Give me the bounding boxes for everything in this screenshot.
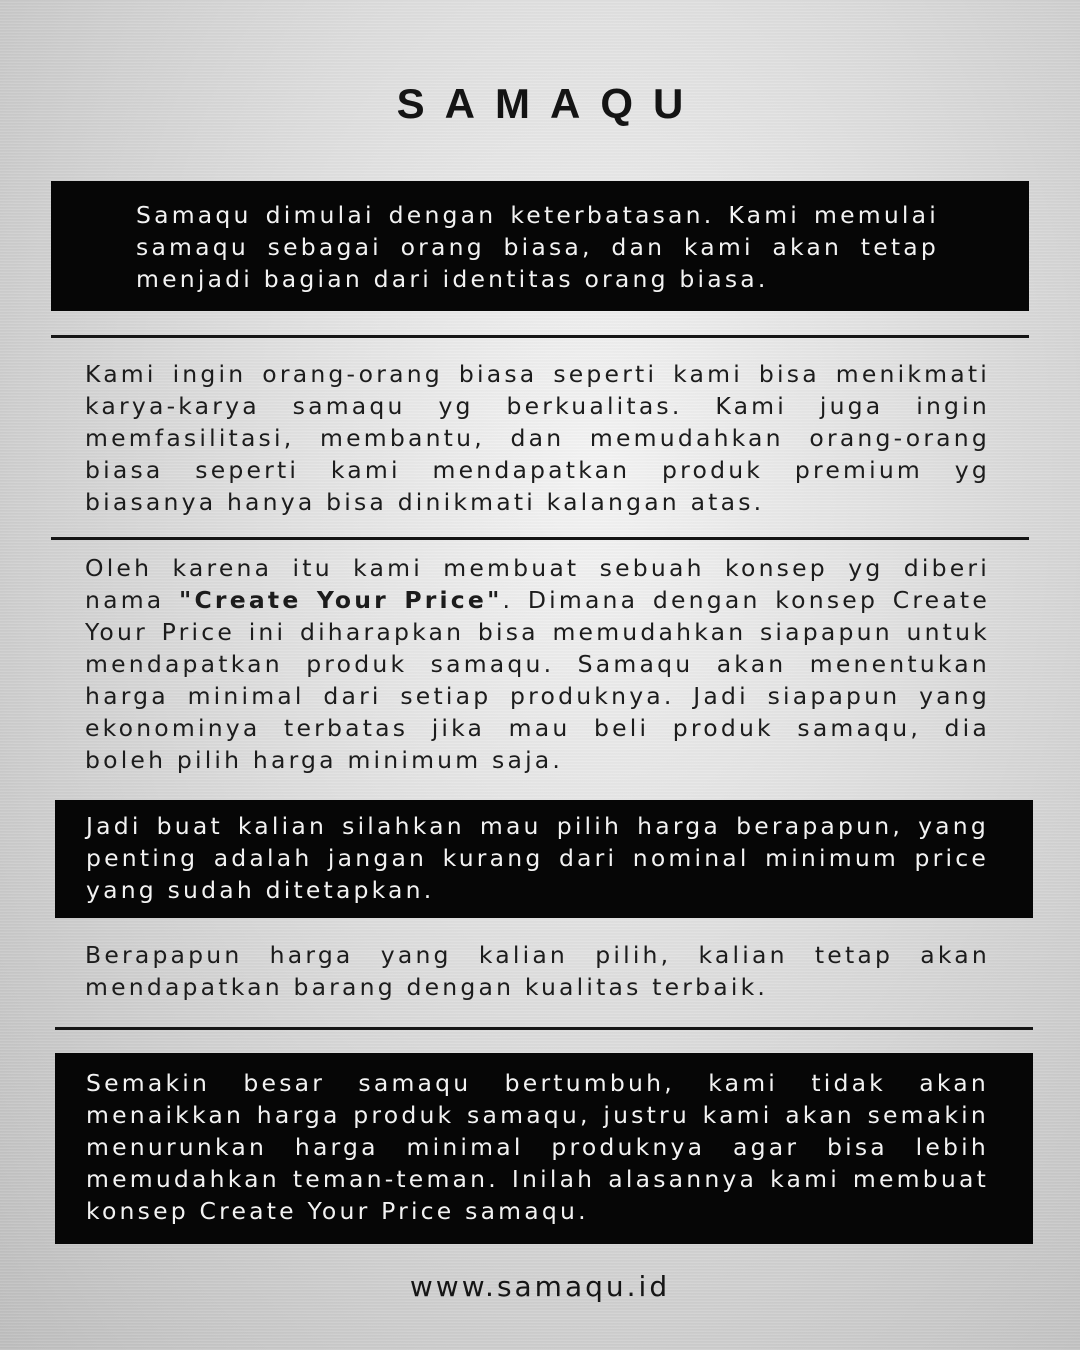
intro-box — [51, 181, 1029, 311]
concept-text-before: Oleh karena itu kami membuat sebuah konsep yg diberi nama — [85, 554, 990, 614]
website-url[interactable]: www.samaqu.id — [409, 1270, 671, 1303]
quality-paragraph — [0, 939, 1080, 1003]
choice-text: Jadi buat kalian silahkan mau pilih harga berapapun, yang penting adalah jangan kurang dari nominal minimum price yang sudah ditetapkan. — [86, 812, 989, 904]
brand-logo: SAMAQU — [396, 80, 704, 127]
divider-3 — [55, 1027, 1033, 1030]
intro-text: Samaqu dimulai dengan keterbatasan. Kami memulai samaqu sebagai orang biasa, dan kami akan tetap menjadi bagian dari identitas orang biasa. — [136, 201, 939, 293]
concept-text-after: . Dimana dengan konsep Create Your Price ini diharapkan bisa memudahkan siapapun untuk mendapatkan produk samaqu. Samaqu akan menentukan harga minimal dari setiap produknya. Jadi siapapun yang ekonominya terbatas jika mau beli produk samaqu, dia boleh pilih harga minimum saja. — [85, 586, 991, 774]
divider-2 — [51, 537, 1029, 540]
choice-box — [55, 800, 1033, 918]
growth-text: Semakin besar samaqu bertumbuh, kami tidak akan menaikkan harga produk samaqu, justru kami akan semakin menurunkan harga minimal produknya agar bisa lebih memudahkan teman-teman. Inilah alasannya kami membuat konsep Create Your Price samaqu. — [86, 1069, 989, 1225]
concept-name: "Create Your Price" — [179, 586, 503, 614]
mission-text: Kami ingin orang-orang biasa seperti kami bisa menikmati karya-karya samaqu yg berkualitas. Kami juga ingin memfasilitasi, membantu, dan memudahkan orang-orang biasa seperti kami mendapatkan produk premium yg biasanya hanya bisa dinikmati kalangan atas. — [85, 360, 990, 516]
mission-paragraph — [0, 358, 1080, 518]
concept-paragraph — [0, 552, 1080, 776]
quality-text: Berapapun harga yang kalian pilih, kalian tetap akan mendapatkan barang dengan kualitas terbaik. — [85, 941, 990, 1001]
growth-box — [55, 1053, 1033, 1244]
divider-1 — [51, 335, 1029, 338]
